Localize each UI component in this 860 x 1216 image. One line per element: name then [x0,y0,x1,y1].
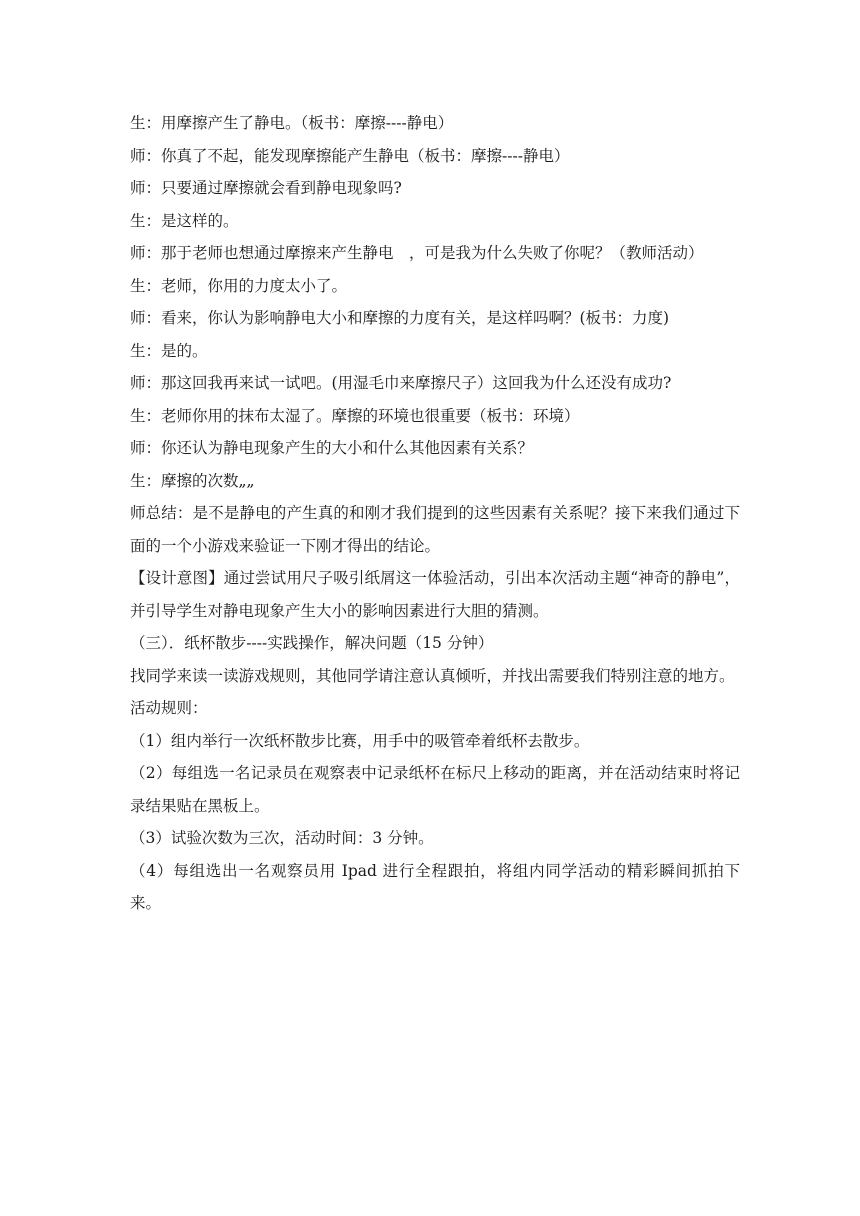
paragraph-teacher-factors: 师：你还认为静电现象产生的大小和什么其他因素有关系？ [130,439,534,457]
paragraph-student-agree: 生：是的。 [130,341,208,360]
rule-item-4: （4）每组选出一名观察员用 Ipad 进行全程跟拍，将组内同学活动的精彩瞬间抓拍下来。 [130,861,740,912]
paragraph-read-rules: 找同学来读一读游戏规则，其他同学请注意认真倾听，并找出需要我们特别注意的地方。 [130,666,735,685]
paragraph-student-friction: 生：用摩擦产生了静电。（板书：摩擦----静电） [130,114,454,132]
rule-item-2: （2）每组选一名记录员在观察表中记录纸杯在标尺上移动的距离，并在活动结束时将记录结果贴在黑板上。 [130,764,740,815]
paragraph-teacher-failed: 师：那于老师也想通过摩擦来产生静电 ，可是我为什么失败了你呢？（教师活动） [130,244,704,262]
paragraph-teacher-summary: 师总结：是不是静电的产生真的和刚才我们提到的这些因素有关系呢？接下来我们通过下面的一个小游戏来验证一下刚才得出的结论。 [130,504,740,555]
paragraph-student-force: 生：老师，你用的力度太小了。 [130,276,348,295]
paragraph-teacher-praise: 师：你真了不起，能发现摩擦能产生静电（板书：摩擦----静电） [130,146,570,165]
section-heading: （三）．纸杯散步----实践操作，解决问题（15 分钟） [130,634,494,652]
paragraph-teacher-force: 师：看来，你认为影响静电大小和摩擦的力度有关，是这样吗啊？(板书：力度) [130,309,670,327]
paragraph-student-yes: 生：是这样的。 [130,211,239,230]
document-body [130,107,740,920]
rule-item-1: （1）组内举行一次纸杯散步比赛，用手中的吸管牵着纸杯去散步。 [130,731,590,750]
paragraph-student-count: 生：摩擦的次数„„ [130,471,255,490]
paragraph-teacher-retry: 师：那这回我再来试一试吧。(用湿毛巾来摩擦尺子）这回我为什么还没有成功? [130,374,672,392]
paragraph-design-intent: 【设计意图】通过尝试用尺子吸引纸屑这一体验活动，引出本次活动主题“神奇的静电”，并引导学生对静电现象产生大小的影响因素进行大胆的猜测。 [130,569,740,620]
paragraph-teacher-question: 师：只要通过摩擦就会看到静电现象吗? [130,179,402,197]
rule-item-3: （3）试验次数为三次，活动时间：3 分钟。 [130,829,434,847]
paragraph-rules-label: 活动规则： [130,699,208,717]
paragraph-student-environment: 生：老师你用的抹布太湿了。摩擦的环境也很重要（板书：环境） [130,406,580,425]
